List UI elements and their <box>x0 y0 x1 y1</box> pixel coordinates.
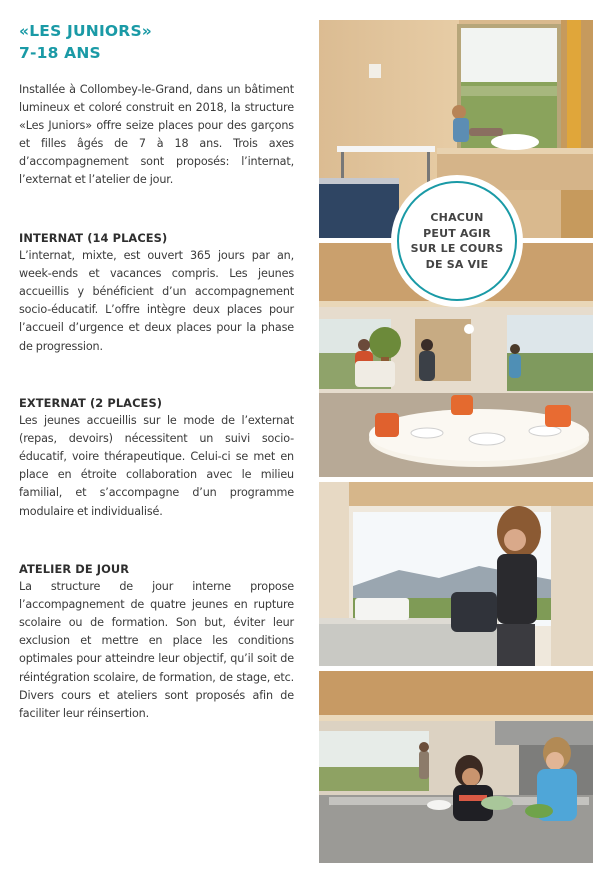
photo-kitchen-counter <box>319 482 593 666</box>
section-externat <box>19 394 294 521</box>
section-body-externat: Les jeunes accueillis sur le mode de l’externat (repas, devoirs) nécessitent un suivi socio-éducatif, voire thérapeutique. Celui-ci se met en place en étroite collaboration avec le milieu familial, et s’accompagne d’un programme modulaire et individualisé. <box>19 414 294 518</box>
section-body-atelier: La structure de jour interne propose l’accompagnement de quatre jeunes en rupture scolaire ou de formation. Son but, éviter leur exclusion et mettre en place les conditions optimales pour atteindre leur objectif, qu’il soit de réintégration scolaire, de formation, de stage, etc. Divers cours et ateliers sont proposés afin de faciliter leur réinsertion. <box>19 580 294 720</box>
badge-line-1: CHACUN <box>430 211 484 224</box>
title-line-2: 7-18 ANS <box>19 44 101 62</box>
photo-kitchen-cooking <box>319 671 593 863</box>
quote-badge-ring <box>397 181 517 301</box>
quote-badge <box>391 175 523 307</box>
page-title <box>19 20 152 64</box>
title-line-1: «LES JUNIORS» <box>19 22 153 40</box>
badge-line-4: DE SA VIE <box>425 257 489 271</box>
section-heading-externat: EXTERNAT (2 PLACES) <box>19 396 163 410</box>
section-heading-internat: INTERNAT (14 PLACES) <box>19 231 168 245</box>
intro-block <box>19 81 294 190</box>
intro-paragraph: Installée à Collombey-le-Grand, dans un bâtiment lumineux et coloré construit en 2018, la structure «Les Juniors» offre seize places pour des garçons et filles âgés de 7 à 18 ans. Trois axes d’accompagnement sont proposés: l’internat, l’externat et l’atelier de jour. <box>19 83 294 187</box>
section-internat <box>19 229 294 356</box>
section-atelier <box>19 560 294 723</box>
section-heading-atelier: ATELIER DE JOUR <box>19 562 130 576</box>
section-body-internat: L’internat, mixte, est ouvert 365 jours par an, week-ends et vacances compris. Les jeunes accueillis y bénéficient d’un accompagnement socio-éducatif. L’offre intègre deux places pour l’accueil d’urgence et deux places pour la phase de progression. <box>19 249 294 353</box>
badge-line-2: PEUT AGIR <box>423 226 491 240</box>
badge-line-3: SUR LE COURS <box>410 242 504 255</box>
